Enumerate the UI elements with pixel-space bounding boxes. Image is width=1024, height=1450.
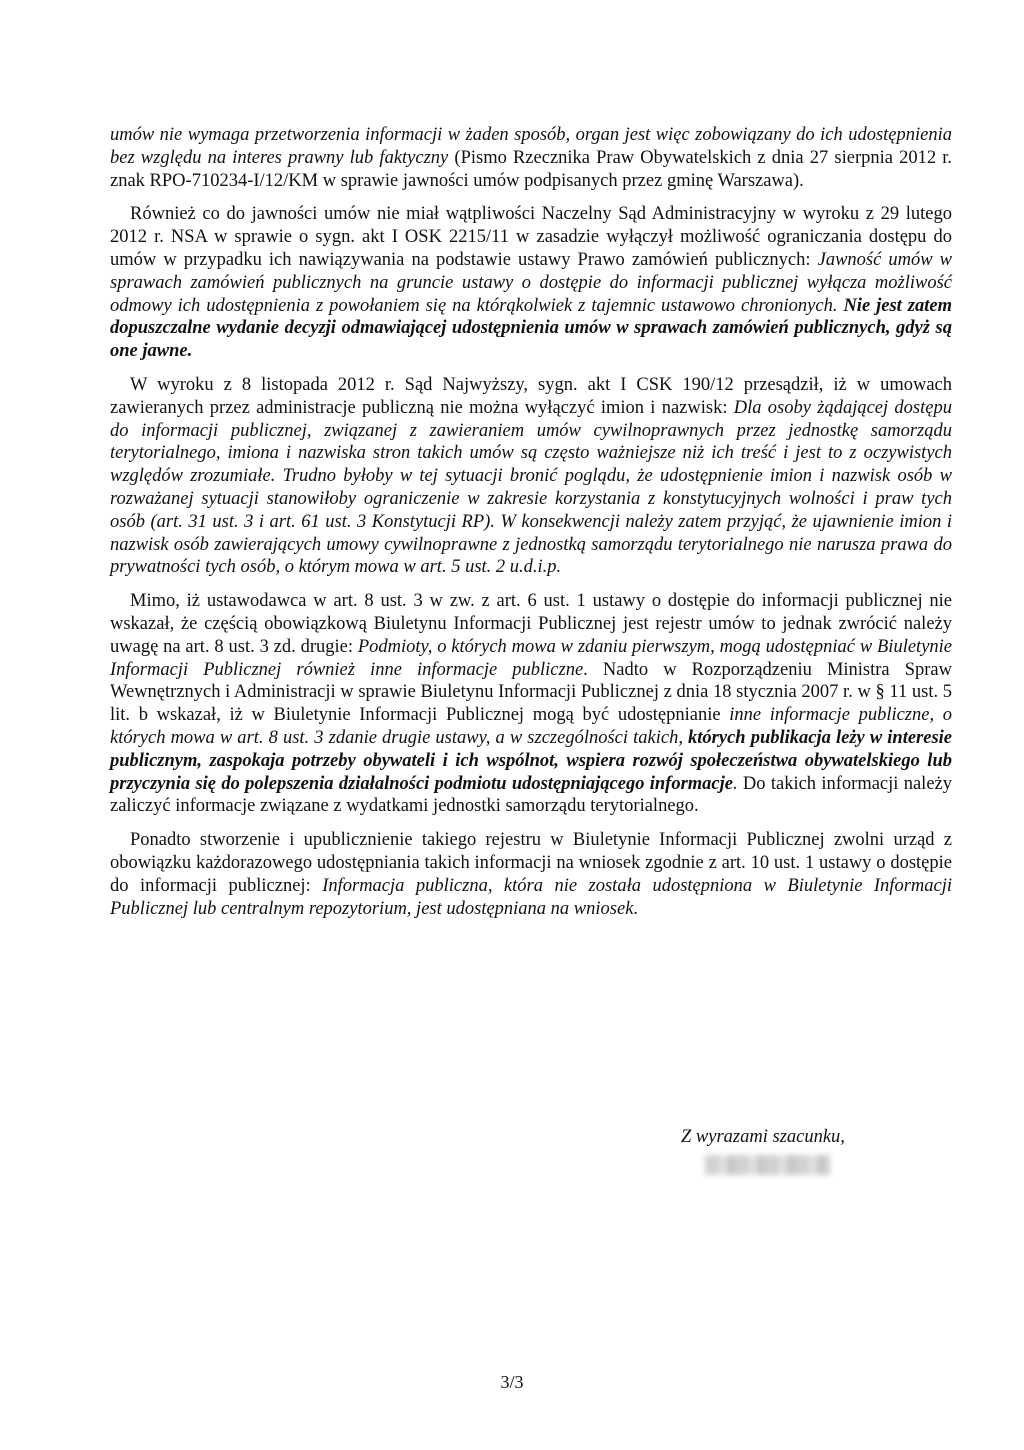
text-run: W wyroku z 8 listopada 2012 r. Sąd Najwyższy, sygn. akt I CSK 190/12 przesądził, iż w umowach zawieranych przez administracje publiczną nie można wyłączyć imion i nazwisk: <box>110 374 952 418</box>
redacted-signature <box>705 1155 830 1175</box>
italic-quote: Informacja publiczna, która nie została udostępniona w Biuletynie Informacji Publicznej lub centralnym repozytorium, jest udostępniana na wniosek <box>110 875 952 919</box>
text-run: Mimo, iż ustawodawca w art. 8 ust. 3 w zw. z art. 6 ust. 1 ustawy o dostępie do informacji publicznej nie wskazał, że częścią obowiązkową Biuletynu Informacji Publicznej jest rejestr umów to jednak zwrócić należy uwagę na art. 8 ust. 3 zd. drugie: <box>110 591 952 657</box>
text-run: . <box>633 898 639 919</box>
text-run: (Pismo Rzecznika Praw Obywatelskich z dnia 27 sierpnia 2012 r. znak RPO-710234-I/12/KM w sprawie jawności umów podpisanych przez gminę Warszawa). <box>110 147 952 191</box>
paragraph <box>110 829 952 920</box>
italic-quote: inne informacje publiczne, o których mowa w art. 8 ust. 3 zdanie drugie ustawy, a w szczególności takich, <box>110 705 952 748</box>
text-run: Ponadto stworzenie i upublicznienie takiego rejestru w Biuletynie Informacji Publicznej zwolni urząd z obowiązku każdorazowego udostępniania takich informacji na wniosek zgodnie z art. 10 ust. 1 ustawy o dostępie do informacji publicznej: <box>110 830 952 896</box>
page-number: 3/3 <box>500 1372 524 1392</box>
text-run: . Nadto w Rozporządzeniu Ministra Spraw Wewnętrznych i Administracji w sprawie Biuletynu Informacji Publicznej z dnia 18 stycznia 2007 r. w § 11 ust. 5 lit. b wskazał, iż w Biuletynie Informacji Publicznej mogą być udostępnianie <box>110 659 953 726</box>
italic-quote: . <box>733 773 738 794</box>
bold-italic-emphasis: których publikacja leży w interesie publicznym, zaspokaja potrzeby obywateli i ich wspólnot, wspiera rozwój społeczeństwa obywatelskiego lub przyczynia się do polepszenia działalności podmiotu udostępniającego informacje <box>110 727 953 794</box>
paragraph <box>110 374 952 579</box>
italic-quote: Dla osoby żądającej dostępu do informacji publicznej, związanej z zawieraniem umów cywilnoprawnych przez jednostkę samorządu terytorialnego, imiona i nazwiska stron takich umów są często ważniejsze niż ich treść i jest to z oczywistych względów zrozumiałe. Trudno byłoby w tej sytuacji bronić poglądu, że udostępnienie imion i nazwisk osób w rozważanej sytuacji stanowiłoby ograniczenie w zakresie korzystania z konstytucyjnych wolności i praw tych osób (art. 31 ust. 3 i art. 61 ust. 3 Konstytucji RP). W konsekwencji należy zatem przyjąć, że ujawnienie imion i nazwisk osób zawierających umowy cywilnoprawne z jednostką samorządu terytorialnego nie narusza prawa do prywatności tych osób, o którym mowa w art. 5 ust. 2 u.d.i.p. <box>110 397 952 578</box>
text-run: Do takich informacji należy zaliczyć informacje związane z wydatkami jednostki samorządu terytorialnego. <box>110 773 952 817</box>
paragraph <box>110 124 952 192</box>
closing-salutation: Z wyrazami szacunku, <box>681 1127 845 1147</box>
italic-quote: Podmioty, o których mowa w zdaniu pierwszym, mogą udostępniać w Biuletynie Informacji Publicznej również inne informacje publiczne <box>110 636 953 680</box>
bold-italic-emphasis: Nie jest zatem dopuszczalne wydanie decyzji odmawiającej udostępnienia umów w sprawach zamówień publicznych, gdyż są one jawne. <box>110 295 952 362</box>
paragraph <box>110 590 952 818</box>
italic-quote: umów nie wymaga przetworzenia informacji w żaden sposób, organ jest więc zobowiązany do ich udostępnienia bez względu na interes prawny lub faktyczny <box>110 125 952 168</box>
paragraph <box>110 203 952 363</box>
letter-body <box>110 124 952 931</box>
text-run: Również co do jawności umów nie miał wątpliwości Naczelny Sąd Administracyjny w wyroku z 29 lutego 2012 r. NSA w sprawie o sygn. akt I OSK 2215/11 w zasadzie wyłączył możliwość ograniczania dostępu do umów w przypadku ich nawiązywania na podstawie ustawy Prawo zamówień publicznych: <box>110 204 952 270</box>
italic-quote: Jawność umów w sprawach zamówień publicznych na gruncie ustawy o dostępie do informacji publicznej wyłącza możliwość odmowy ich udostępnienia z powołaniem się na którąkolwiek z tajemnic ustawowo chronionych. <box>110 249 952 316</box>
